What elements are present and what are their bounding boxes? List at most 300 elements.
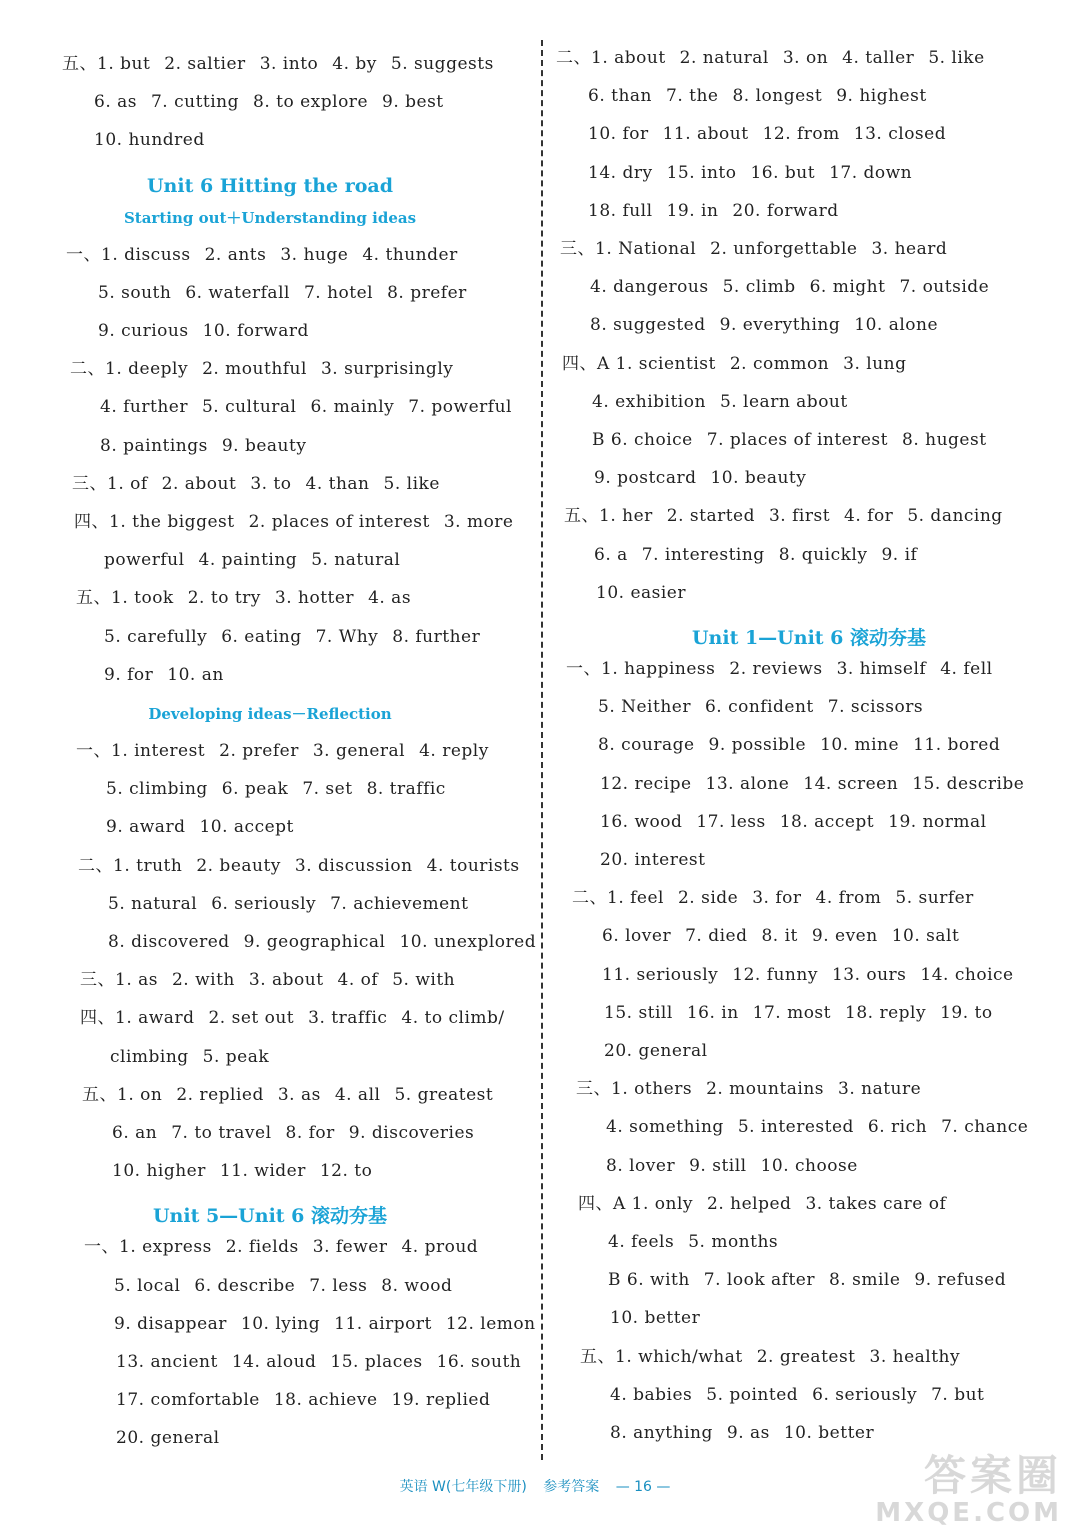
answer-item: 14. screen xyxy=(803,773,899,794)
answer-item: 一、1. interest xyxy=(76,741,206,761)
answer-item: 五、1. which/what xyxy=(580,1346,743,1367)
answer-line xyxy=(592,428,1001,452)
answer-item: 五、1. her xyxy=(564,506,653,527)
answer-line xyxy=(76,739,503,763)
answer-item: 2. natural xyxy=(679,48,769,68)
answer-item: 5. suggests xyxy=(390,54,494,74)
answer-item: 7. outside xyxy=(899,277,990,298)
answer-item: 6. rich xyxy=(867,1117,928,1138)
answer-item: 12. from xyxy=(762,124,840,145)
answer-item: 8. discovered xyxy=(108,932,230,952)
answer-item: 13. ours xyxy=(831,964,907,985)
footer-subject: 英语 W(七年级下册) xyxy=(399,1479,527,1495)
answer-item: 20. forward xyxy=(732,200,839,221)
answer-line xyxy=(590,313,952,337)
answer-line xyxy=(608,1268,1020,1292)
answer-item: 5. climb xyxy=(722,277,796,298)
answer-item: 4. than xyxy=(305,473,370,494)
answer-item: 8. longest xyxy=(732,86,823,107)
answer-item: 3. traffic xyxy=(308,1008,388,1029)
answer-line xyxy=(106,777,460,801)
answer-item: 9. best xyxy=(382,92,444,113)
answer-line xyxy=(104,663,238,687)
answer-item: 4. of xyxy=(337,970,379,991)
answer-item: 10. mine xyxy=(820,735,900,756)
answer-item: 10. higher xyxy=(112,1161,206,1182)
answer-item: 19. normal xyxy=(888,811,987,832)
unit-heading: Unit 5—Unit 6 滚动夯基 xyxy=(152,1205,388,1228)
answer-item: 3. huge xyxy=(280,244,349,265)
answer-line xyxy=(72,472,454,496)
answer-line xyxy=(94,128,219,152)
answer-item: 11. seriously xyxy=(602,964,719,985)
answer-item: 7. the xyxy=(666,86,719,107)
answer-item: 2. greatest xyxy=(756,1346,856,1367)
answer-item: 3. as xyxy=(277,1084,321,1105)
answer-item: 16. south xyxy=(436,1352,522,1372)
answer-item: 2. about xyxy=(161,473,237,494)
answer-item: 7. to travel xyxy=(171,1123,272,1143)
answer-item: 2. set out xyxy=(208,1008,295,1029)
answer-item: 6. lover xyxy=(602,926,672,947)
answer-item: 9. as xyxy=(726,1423,770,1443)
answer-item: 11. airport xyxy=(334,1313,432,1334)
answer-item: 9. postcard xyxy=(594,468,697,489)
answer-item: 10. easier xyxy=(596,582,686,603)
answer-line xyxy=(594,466,820,490)
answer-item: 4. dangerous xyxy=(590,277,709,298)
answer-item: 7. hotel xyxy=(303,282,374,303)
answer-item: 3. nature xyxy=(838,1079,922,1100)
answer-item: powerful xyxy=(104,550,185,571)
answer-item: 6. a xyxy=(594,544,628,565)
answer-item: 11. about xyxy=(662,124,749,145)
answer-item: 4. for xyxy=(844,506,894,527)
answer-item: 2. saltier xyxy=(164,54,246,74)
site-watermark xyxy=(875,1451,1062,1528)
answer-item: 9. geographical xyxy=(243,932,386,952)
answer-item: 9. possible xyxy=(708,735,807,756)
answer-item: 20. interest xyxy=(600,850,706,870)
answer-line xyxy=(104,548,414,572)
answer-item: 9. highest xyxy=(836,86,927,107)
answer-item: 5. carefully xyxy=(104,626,208,647)
answer-item: 7. look after xyxy=(703,1270,815,1291)
answer-item: 10. choose xyxy=(760,1155,858,1176)
answer-line xyxy=(600,772,1038,796)
answer-item: 3. takes care of xyxy=(805,1193,947,1214)
answer-line xyxy=(610,1421,888,1445)
answer-item: 4. to climb/ xyxy=(401,1008,505,1029)
answer-item: 五、1. on xyxy=(82,1084,163,1105)
answer-item: 4. painting xyxy=(198,550,298,571)
answer-item: 四、1. award xyxy=(80,1008,195,1029)
answer-item: 7. set xyxy=(302,779,353,800)
answer-line xyxy=(74,510,528,534)
answer-item: 4. reply xyxy=(419,741,489,761)
answer-item: 18. full xyxy=(588,200,653,221)
answer-line xyxy=(606,1154,872,1178)
answer-line xyxy=(588,122,960,146)
answer-item: 11. wider xyxy=(219,1161,306,1182)
answer-item: 9. curious xyxy=(98,321,189,341)
answer-line xyxy=(598,695,937,719)
answer-item: 4. further xyxy=(100,397,188,418)
answer-item: 9. discoveries xyxy=(348,1123,475,1143)
answer-item: 20. general xyxy=(116,1428,220,1449)
answer-item: 8. wood xyxy=(381,1275,453,1296)
answer-item: 2. mountains xyxy=(706,1079,825,1100)
answer-line xyxy=(600,810,1001,834)
answer-line xyxy=(604,1039,722,1063)
answer-item: 10. better xyxy=(610,1308,701,1329)
answer-line xyxy=(594,543,931,567)
watermark-logo-text: 答案圈 xyxy=(923,1451,1062,1500)
column-divider xyxy=(541,40,543,1460)
answer-item: 3. himself xyxy=(836,659,927,679)
answer-item: 7. places of interest xyxy=(706,430,888,450)
answer-item: 2. side xyxy=(677,888,739,909)
answer-line xyxy=(610,1383,998,1407)
answer-line xyxy=(578,1192,960,1216)
answer-line xyxy=(114,1274,466,1298)
answer-item: 8. prefer xyxy=(387,282,467,303)
answer-item: 5. with xyxy=(392,970,456,991)
answer-item: 12. funny xyxy=(732,964,818,985)
answer-item: 5. like xyxy=(928,48,985,68)
answer-line xyxy=(562,352,920,376)
answer-item: 10. beauty xyxy=(710,468,807,489)
answer-item: 8. it xyxy=(761,926,798,947)
answer-item: 8. for xyxy=(285,1123,335,1143)
answer-item: 10. for xyxy=(588,124,649,145)
answer-line xyxy=(588,84,941,108)
answer-item: 3. heard xyxy=(871,239,948,259)
answer-item: 3. on xyxy=(782,48,829,68)
answer-line xyxy=(100,434,320,458)
answer-item: 13. alone xyxy=(705,773,790,794)
answer-item: 5. peak xyxy=(202,1046,270,1067)
answer-item: 3. general xyxy=(312,741,406,761)
unit-heading: Unit 6 Hitting the road xyxy=(146,174,394,197)
answer-line xyxy=(70,357,467,381)
answer-item: 7. died xyxy=(685,926,748,947)
answer-item: 14. aloud xyxy=(231,1352,317,1372)
answer-line xyxy=(100,395,526,419)
answer-item: 18. accept xyxy=(779,811,875,832)
answer-line xyxy=(608,1230,792,1254)
answer-item: 8. to explore xyxy=(253,92,368,113)
answer-item: 2. to try xyxy=(187,588,261,609)
answer-item: 3. to xyxy=(250,473,292,494)
answer-line xyxy=(564,504,1017,528)
answer-item: 三、1. as xyxy=(80,970,158,991)
answer-item: 10. hundred xyxy=(94,130,205,151)
answer-item: 8. traffic xyxy=(366,779,446,800)
answer-item: 二、1. truth xyxy=(78,855,183,876)
answer-item: 5. pointed xyxy=(706,1384,799,1405)
answer-item: 9. everything xyxy=(719,315,841,336)
answer-item: 5. greatest xyxy=(394,1084,494,1105)
answer-line xyxy=(598,733,1014,757)
answer-item: 2. reviews xyxy=(729,659,823,679)
answer-line xyxy=(94,90,458,114)
answer-item: 7. but xyxy=(931,1384,985,1405)
answer-item: 4. tourists xyxy=(426,855,520,876)
answer-item: 2. common xyxy=(729,353,830,374)
answer-item: 二、1. about xyxy=(556,48,666,68)
answer-item: 2. with xyxy=(171,970,235,991)
answer-item: B 6. with xyxy=(608,1270,690,1291)
answer-item: 4. from xyxy=(815,888,882,909)
answer-item: 10. forward xyxy=(202,321,309,341)
answer-item: 9. if xyxy=(881,544,918,565)
answer-item: 6. as xyxy=(94,92,137,113)
unit-heading: Unit 1—Unit 6 滚动夯基 xyxy=(691,627,927,649)
section-subheading: Developing ideas－Reflection xyxy=(148,705,392,723)
answer-item: 四、A 1. only xyxy=(578,1193,694,1214)
answer-line xyxy=(592,390,862,414)
answer-item: 9. award xyxy=(106,817,186,838)
answer-item: 9. still xyxy=(689,1155,747,1176)
answer-item: 4. thunder xyxy=(362,244,458,265)
answer-item: 五、1. but xyxy=(62,54,151,74)
answer-item: 3. lung xyxy=(843,353,907,374)
answer-item: 8. hugest xyxy=(902,430,987,450)
answer-item: 3. for xyxy=(752,888,802,909)
answer-item: 四、A 1. scientist xyxy=(562,353,716,374)
answer-item: 9. refused xyxy=(914,1270,1007,1291)
answer-line xyxy=(606,1115,1042,1139)
answer-line xyxy=(98,281,481,305)
answer-line xyxy=(112,1159,386,1183)
answer-line xyxy=(600,848,719,872)
answer-line xyxy=(116,1426,234,1450)
answer-item: 15. into xyxy=(666,162,737,183)
answer-item: 3. healthy xyxy=(869,1346,961,1367)
answer-item: 5. Neither xyxy=(598,697,691,718)
answer-line xyxy=(82,1083,507,1107)
answer-item: 10. salt xyxy=(891,926,960,947)
answer-item: 7. interesting xyxy=(641,544,765,565)
answer-line xyxy=(62,52,508,76)
answer-item: 5. dancing xyxy=(907,506,1003,527)
section-subheading: Starting out＋Understanding ideas xyxy=(123,208,417,227)
answer-item: 4. something xyxy=(606,1117,724,1138)
answer-item: 8. paintings xyxy=(100,435,208,456)
answer-item: 18. reply xyxy=(845,1002,927,1023)
answer-item: 13. ancient xyxy=(116,1352,218,1372)
answer-item: climbing xyxy=(110,1046,189,1067)
answer-item: 17. down xyxy=(829,162,913,183)
answer-item: 五、1. took xyxy=(76,588,174,609)
answer-item: 7. Why xyxy=(315,626,379,647)
answer-item: 5. interested xyxy=(737,1117,854,1138)
answer-item: 6. describe xyxy=(194,1275,296,1296)
answer-item: 19. to xyxy=(940,1002,993,1023)
answer-item: 4. taller xyxy=(842,48,915,68)
answer-item: 3. discussion xyxy=(294,855,413,876)
answer-item: 10. unexplored xyxy=(399,932,537,952)
answer-item: 19. replied xyxy=(391,1390,491,1411)
answer-item: 5. months xyxy=(688,1232,779,1252)
answer-item: 17. less xyxy=(696,811,766,832)
answer-item: 3. first xyxy=(768,506,831,527)
answer-line xyxy=(116,1388,504,1412)
answer-line xyxy=(588,161,926,185)
answer-item: 5. south xyxy=(98,282,172,303)
answer-item: 11. bored xyxy=(913,735,1001,756)
answer-item: 18. achieve xyxy=(273,1390,378,1411)
answer-item: 10. accept xyxy=(199,817,294,838)
answer-item: 2. places of interest xyxy=(248,512,430,532)
answer-item: 16. wood xyxy=(600,811,683,832)
answer-item: 10. better xyxy=(783,1423,875,1443)
answer-item: 10. lying xyxy=(240,1313,321,1334)
answer-line xyxy=(610,1306,714,1330)
answer-item: 6. might xyxy=(809,277,886,298)
answer-line xyxy=(580,1345,974,1369)
answer-item: 三、1. of xyxy=(72,473,148,494)
answer-item: 4. feels xyxy=(608,1232,675,1252)
answer-line xyxy=(560,237,961,261)
answer-item: 17. comfortable xyxy=(116,1390,260,1411)
answer-line xyxy=(84,1235,492,1259)
answer-item: 二、1. feel xyxy=(572,888,664,909)
answer-line xyxy=(112,1121,488,1145)
answer-line xyxy=(80,1006,519,1030)
answer-line xyxy=(116,1350,535,1374)
answer-line xyxy=(108,930,550,954)
answer-item: 8. suggested xyxy=(590,315,706,336)
answer-line xyxy=(108,892,482,916)
answer-item: 7. achievement xyxy=(330,893,469,914)
answer-item: 6. waterfall xyxy=(185,282,290,303)
answer-item: 7. powerful xyxy=(408,397,512,418)
answer-item: 3. hotter xyxy=(274,588,355,609)
answer-item: 16. in xyxy=(686,1002,739,1023)
footer-label: 参考答案 xyxy=(543,1479,600,1495)
watermark-url: MXQE.COM xyxy=(875,1498,1062,1528)
answer-item: 9. disappear xyxy=(114,1313,227,1334)
answer-line xyxy=(572,886,988,910)
answer-line xyxy=(114,1312,550,1336)
answer-item: 四、1. the biggest xyxy=(74,512,235,532)
answer-line xyxy=(566,657,1007,681)
answer-item: 4. all xyxy=(334,1084,381,1105)
answer-item: 2. prefer xyxy=(219,741,299,761)
answer-item: 7. chance xyxy=(941,1117,1029,1138)
answer-item: 2. fields xyxy=(225,1237,299,1258)
answer-item: 7. less xyxy=(309,1275,368,1296)
answer-item: 17. most xyxy=(752,1002,831,1023)
answer-item: 三、1. National xyxy=(560,239,697,259)
answer-item: 14. dry xyxy=(588,162,653,183)
answer-item: 2. beauty xyxy=(196,855,281,876)
answer-item: 3. fewer xyxy=(312,1237,388,1258)
answer-line xyxy=(588,199,853,223)
answer-item: 6. seriously xyxy=(211,893,317,914)
answer-line xyxy=(110,1045,283,1069)
answer-item: B 6. choice xyxy=(592,430,693,450)
answer-item: 15. places xyxy=(330,1352,423,1372)
answer-item: 2. helped xyxy=(707,1193,792,1214)
answer-item: 4. proud xyxy=(401,1237,479,1258)
answer-line xyxy=(80,968,469,992)
answer-item: 20. general xyxy=(604,1041,708,1061)
answer-item: 12. lemon xyxy=(445,1313,536,1334)
answer-item: 6. mainly xyxy=(310,397,395,418)
answer-line xyxy=(596,581,700,605)
answer-item: 6. confident xyxy=(704,697,814,718)
answer-item: 3. more xyxy=(443,512,514,532)
answer-item: 5. like xyxy=(383,473,440,494)
answer-item: 4. by xyxy=(332,54,377,74)
answer-line xyxy=(104,625,494,649)
answer-item: 8. smile xyxy=(828,1270,901,1291)
answer-item: 12. recipe xyxy=(600,773,692,794)
answer-item: 13. closed xyxy=(853,124,947,145)
answer-item: 19. in xyxy=(666,200,719,221)
answer-line xyxy=(66,243,472,267)
answer-item: 6. peak xyxy=(221,779,289,800)
answer-item: 2. unforgettable xyxy=(710,239,858,259)
answer-item: 7. cutting xyxy=(150,92,240,113)
answer-item: 5. natural xyxy=(108,893,198,914)
answer-item: 8. further xyxy=(392,626,481,647)
answer-item: 5. cultural xyxy=(201,397,297,418)
answer-item: 4. fell xyxy=(940,659,993,679)
answer-item: 6. an xyxy=(112,1123,158,1143)
answer-item: 5. learn about xyxy=(719,391,848,412)
answer-line xyxy=(590,275,1003,299)
answer-item: 2. started xyxy=(666,506,755,527)
answer-item: 10. alone xyxy=(854,315,939,336)
answer-item: 9. for xyxy=(104,664,154,685)
answer-item: 4. babies xyxy=(610,1384,693,1405)
answer-line xyxy=(76,586,425,610)
answer-item: 16. but xyxy=(750,162,816,183)
answer-item: 4. exhibition xyxy=(592,391,706,412)
answer-item: 二、1. deeply xyxy=(70,359,189,380)
answer-item: 9. even xyxy=(811,926,878,947)
answer-item: 2. ants xyxy=(204,244,267,265)
answer-item: 8. courage xyxy=(598,735,695,756)
answer-item: 一、1. express xyxy=(84,1237,212,1258)
answer-item: 2. replied xyxy=(176,1084,264,1105)
answer-item: 8. quickly xyxy=(778,544,868,565)
answer-item: 8. anything xyxy=(610,1423,713,1443)
answer-item: 4. as xyxy=(368,588,412,609)
answer-item: 7. scissors xyxy=(827,697,924,718)
answer-item: 5. natural xyxy=(311,550,401,571)
answer-line xyxy=(604,1001,1007,1025)
answer-item: 5. climbing xyxy=(106,779,208,800)
answer-line xyxy=(98,319,323,343)
answer-line xyxy=(602,963,1028,987)
answer-item: 一、1. discuss xyxy=(66,244,191,265)
answer-item: 10. an xyxy=(167,664,224,685)
answer-item: 3. about xyxy=(248,970,324,991)
answer-item: 6. seriously xyxy=(812,1384,918,1405)
answer-item: 14. choice xyxy=(920,964,1014,985)
answer-item: 15. still xyxy=(604,1002,673,1023)
answer-item: 2. mouthful xyxy=(202,359,307,380)
answer-item: 9. beauty xyxy=(221,435,307,456)
answer-line xyxy=(106,815,308,839)
answer-item: 三、1. others xyxy=(576,1079,693,1100)
answer-item: 3. surprisingly xyxy=(320,359,454,380)
